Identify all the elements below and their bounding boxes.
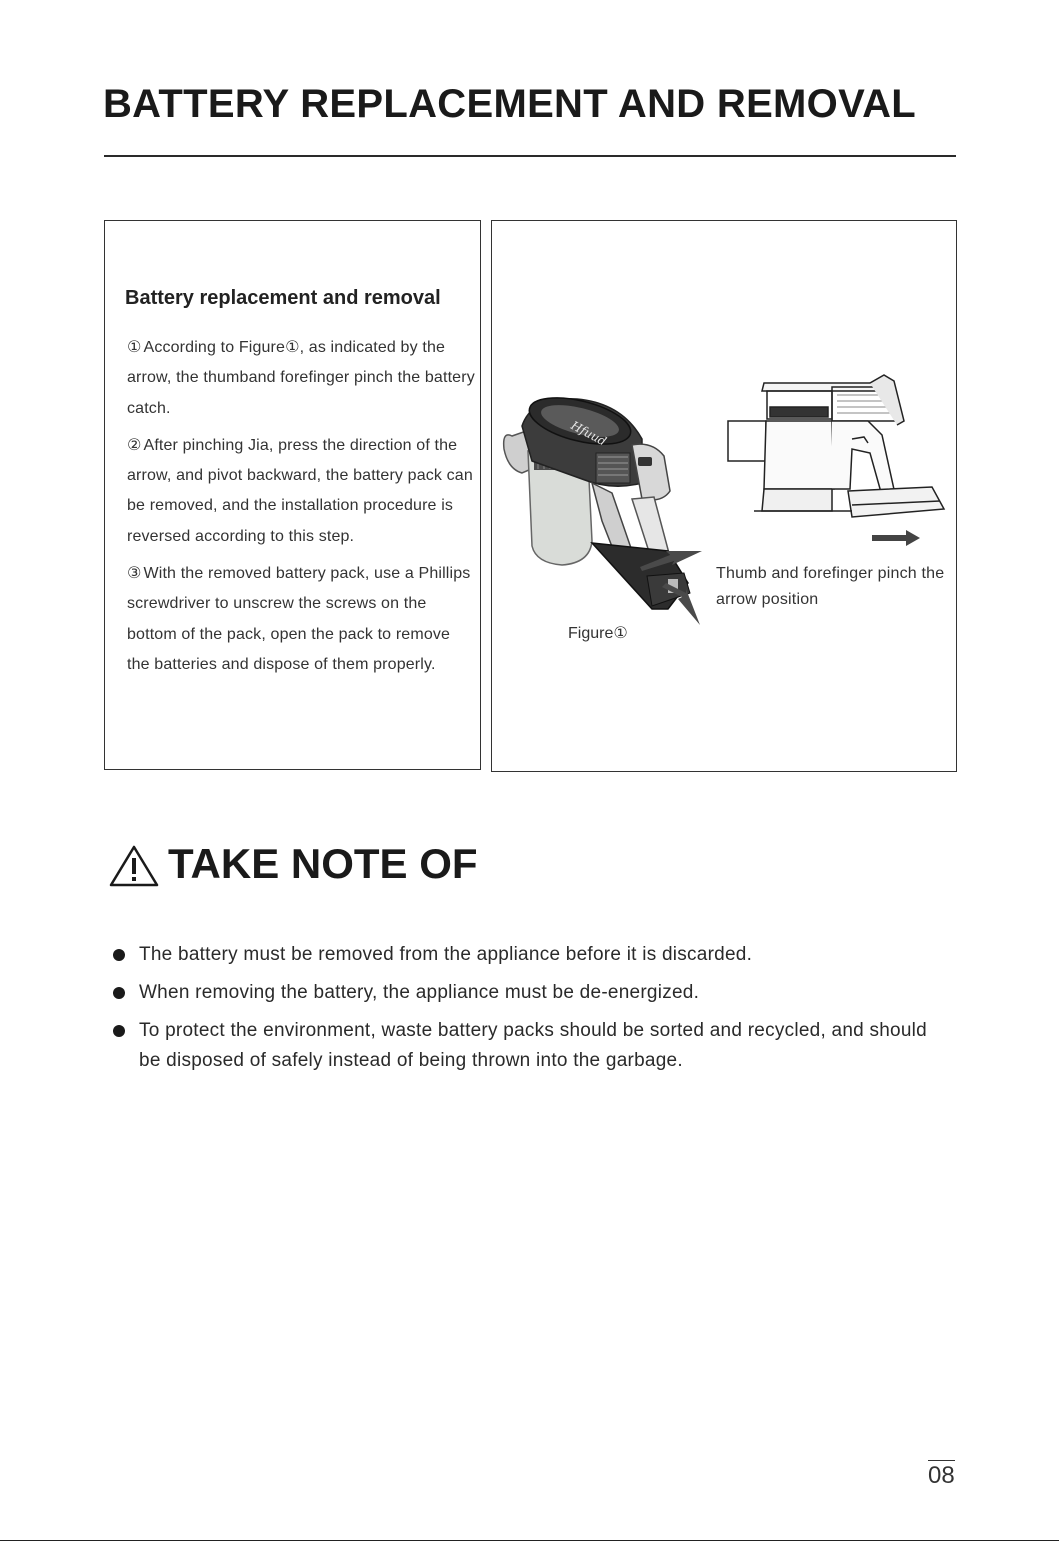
vacuum-battery-figure [492,221,958,773]
instruction-step [127,333,477,424]
figure-caption: Figure① [568,625,628,642]
list-item [112,978,952,1008]
note-title: TAKE NOTE OF [168,840,478,887]
figure-panel [491,220,957,772]
bullet-icon [113,949,125,961]
note-text: To protect the environment, waste battery packs should be sorted and recycled, and should be disposed of safely instead of being thrown into the garbage. [139,1020,927,1071]
step-marker: ① [127,339,142,356]
page-number: 08 [928,1462,955,1489]
bullet-icon [113,1025,125,1037]
direction-arrow-icon [872,530,920,546]
list-item [112,1016,952,1076]
note-text: The battery must be removed from the appliance before it is discarded. [139,944,753,965]
page-bottom-rule [0,1540,1059,1541]
note-text: When removing the battery, the appliance must be de-energized. [139,982,700,1003]
instruction-steps [127,333,477,687]
step-text: After pinching Jia, press the direction of the arrow, and pivot backward, the battery pack can be removed, and the installation procedure is reversed according to this step. [127,436,473,545]
title-divider [104,155,956,157]
warning-triangle-icon [108,844,160,888]
note-list [112,940,952,1084]
page-title: BATTERY REPLACEMENT AND REMOVAL [103,82,917,126]
step-marker: ② [127,436,142,454]
brand-mark: Hfuud [568,418,609,449]
step-text: With the removed battery pack, use a Phillips screwdriver to unscrew the screws on the bottom of the pack, open the pack to remove the batteries and dispose of them properly. [127,565,471,673]
instruction-step [127,431,477,552]
handheld-vacuum-illustration [504,389,702,625]
instructions-panel [104,220,481,770]
step-marker: ③ [127,565,142,583]
bullet-icon [113,987,125,999]
step-text: According to Figure①, as indicated by the arrow, the thumband forefinger pinch the battery catch. [127,339,475,417]
instruction-step [127,559,477,680]
list-item [112,940,952,970]
instructions-heading: Battery replacement and removal [125,287,441,309]
side-view-vacuum-illustration [728,375,944,517]
figure-callout: Thumb and forefinger pinch the arrow position [716,565,945,608]
